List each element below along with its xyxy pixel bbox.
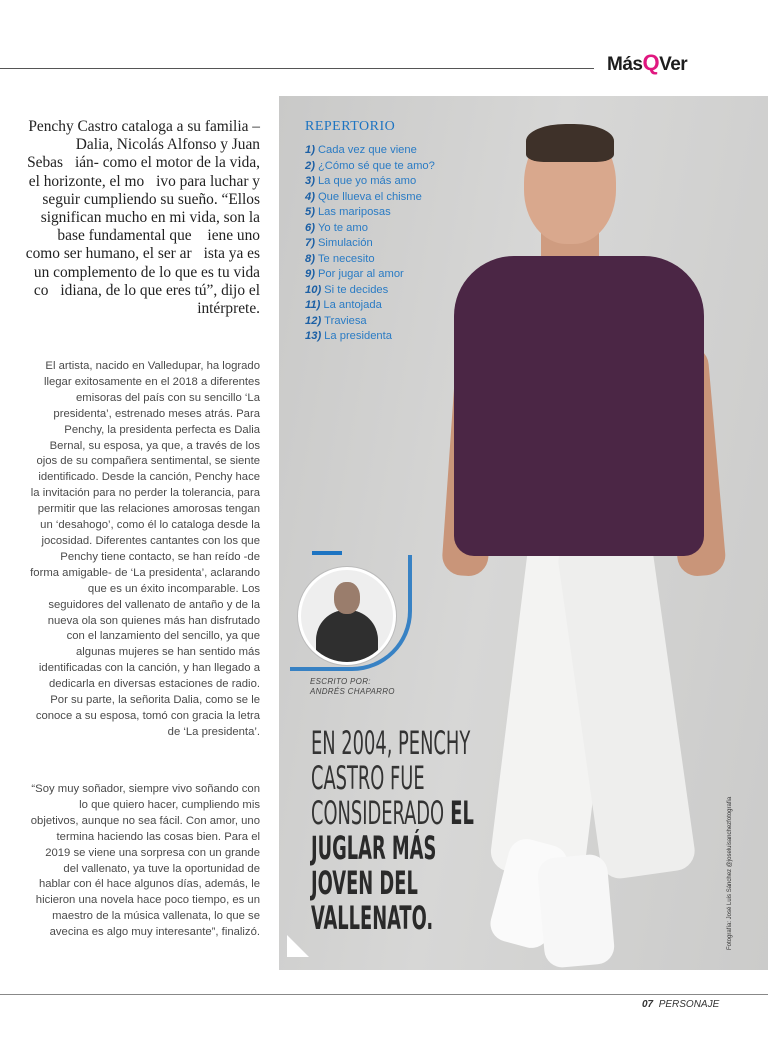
list-item: 4) Que llueva el chisme	[305, 190, 422, 203]
author-credit	[310, 677, 395, 697]
bottom-rule	[0, 994, 768, 995]
photo-credit: Fotografía: José Luis Sánchez @joseluisanchezfotografia	[727, 796, 733, 950]
purple-shirt	[454, 256, 704, 556]
section-name: PERSONAJE	[658, 999, 720, 1010]
body-paragraph-1: El artista, nacido en Valledupar, ha logrado llegar exitosamente en el 2018 a diferentes emisoras del país con su sencillo ‘La presidenta’, estrenado meses atrás. Para Penchy, la presidenta perfecta es Dalia Bernal, su esposa, ya que, a través de los ojos de su compañera sentimental, se siente identificado. Desde la canción, Penchy hace la invitación para no perder la tolerancia, para permitir que las relaciones amorosas tengan un ‘desahogo’, como él lo cataloga desde la jocosidad. Diferentes cantantes con los que Penchy tiene contacto, se han reído -de forma amigable- de ‘La presidenta’, aclarando que es un éxito incomparable. Los seguidores del vallenato de antaño y de la nueva ola son quienes más han disfrutado con el lanzamiento del sencillo, ya que algunas mujeres se han sentido más identificadas con la canción, y han llegado a dedicarla en diversas estaciones de radio. Por su parte, la señorita Dalia, como se le conoce a su esposa, tomó con gracia la letra de ‘La presidenta’.	[30, 360, 260, 738]
list-item: 2) ¿Cómo sé que te amo?	[305, 159, 435, 172]
shoe-right	[536, 853, 615, 969]
author-avatar	[298, 567, 396, 665]
page-footer	[642, 999, 719, 1010]
list-item: 9) Por jugar al amor	[305, 268, 404, 280]
list-item: 5) Las mariposas	[305, 206, 391, 218]
repertorio-title: REPERTORIO	[305, 119, 396, 134]
list-item: 6) Yo te amo	[305, 221, 368, 234]
author-label: ESCRITO POR:	[310, 677, 371, 686]
top-rule	[0, 68, 594, 69]
logo-ver: Ver	[659, 54, 688, 75]
list-item: 12) Traviesa	[305, 314, 367, 327]
list-item: 8) Te necesito	[305, 252, 375, 265]
lead-quote: Penchy Castro cataloga a su familia –Dalia, Nicolás Alfonso y Juan Sebas ián- como el motor de la vida, el horizonte, el mo ivo para luchar y seguir cumpliendo su sueño. “Ellos significan mucho en mi vida, son la base fundamental que  iene uno como ser humano, el ser ar ista ya es un complemento de lo que es tu vida co idiana, de lo que eres tú”, dijo el intérprete.	[25, 118, 260, 318]
list-item: 10) Si te decides	[305, 283, 389, 296]
page-number: 07	[642, 999, 654, 1010]
brand-logo	[607, 50, 687, 76]
list-item: 7) Simulación	[305, 237, 373, 249]
logo-mas: Más	[607, 54, 643, 75]
author-name: ANDRÉS CHAPARRO	[310, 687, 395, 696]
repertorio-list	[305, 143, 435, 345]
corner-arrow-icon	[287, 935, 309, 957]
list-item: 11) La antojada	[305, 299, 382, 311]
list-item: 1) Cada vez que viene	[305, 144, 417, 156]
body-paragraph-2: “Soy muy soñador, siempre vivo soñando con lo que quiero hacer, cumpliendo mis objetivos, aunque no sea fácil. Con amor, uno termina haciendo las cosas bien. Para el 2019 se viene una sorpresa con un grande del vallenato, ya tuve la oportunidad de hablar con él hace algunos días, además, le hicieron una novela hace poco tiempo, es un maestro de la música vallenata, lo que se avecina es algo muy interesante”, finalizó.	[30, 783, 260, 939]
logo-q: Q	[642, 50, 660, 75]
list-item: 13) La presidenta	[305, 330, 392, 342]
list-item: 3) La que yo más amo	[305, 175, 417, 187]
pull-quote: EN 2004, PENCHY CASTRO FUE CONSIDERADO EL JUGLAR MÁS JOVEN DEL VALLENATO.	[311, 724, 474, 937]
hair	[526, 124, 614, 162]
